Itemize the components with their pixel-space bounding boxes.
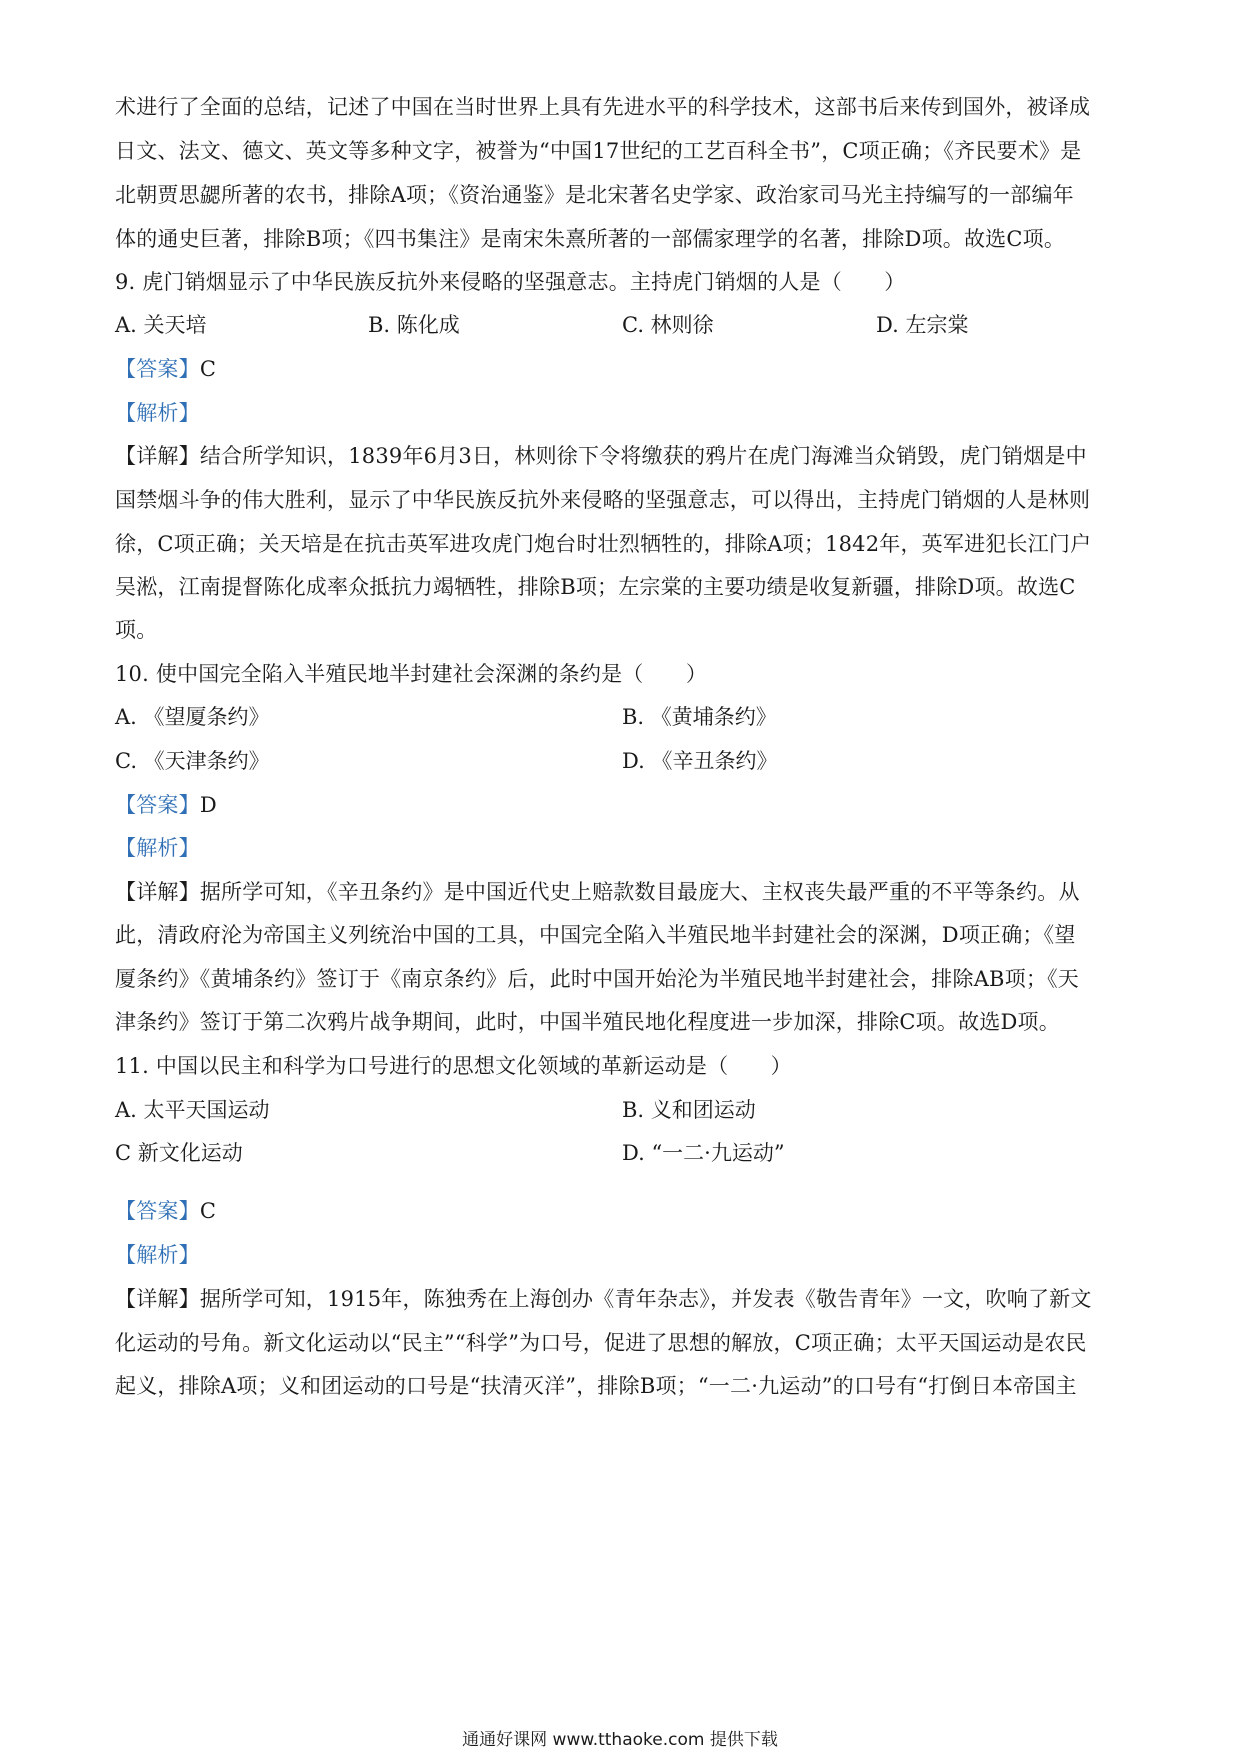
q10-option-b: B. 《黄埔条约》 bbox=[622, 705, 777, 729]
q9-detail-line: 吴淞，江南提督陈化成率众抵抗力竭牺牲，排除B项；左宗棠的主要功绩是收复新疆，排除D项。故选C bbox=[115, 575, 1076, 599]
q10-analysis bbox=[115, 833, 1135, 863]
detail-tag: 【详解】 bbox=[115, 880, 200, 904]
answer-value: D bbox=[199, 793, 217, 817]
analysis-tag: 【解析】 bbox=[115, 1243, 200, 1267]
analysis-tag: 【解析】 bbox=[115, 836, 200, 860]
q11-answer bbox=[115, 1196, 1135, 1226]
intro-line: 体的通史巨著，排除B项；《四书集注》是南宋朱熹所著的一部儒家理学的名著，排除D项。故选C项。 bbox=[115, 227, 1066, 251]
answer-tag: 【答案】 bbox=[115, 357, 200, 381]
q11-option-d: D. “一二·九运动” bbox=[622, 1141, 785, 1165]
q10-option-c: C. 《天津条约》 bbox=[115, 749, 270, 773]
intro-line: 北朝贾思勰所著的农书，排除A项；《资治通鉴》是北宋著名史学家、政治家司马光主持编写的一部编年 bbox=[115, 183, 1074, 207]
q10-detail-line: 津条约》签订于第二次鸦片战争期间，此时，中国半殖民地化程度进一步加深，排除C项。故选D项。 bbox=[115, 1010, 1060, 1034]
q9-option-c: C. 林则徐 bbox=[622, 313, 714, 337]
q11-option-a: A. 太平天国运动 bbox=[115, 1098, 270, 1122]
answer-value: C bbox=[199, 357, 217, 381]
question-11-stem: 11. 中国以民主和科学为口号进行的思想文化领域的革新运动是（ ） bbox=[115, 1054, 792, 1078]
q9-analysis bbox=[115, 398, 1135, 428]
q9-option-a: A. 关天培 bbox=[115, 313, 207, 337]
q11-option-b: B. 义和团运动 bbox=[622, 1098, 756, 1122]
q9-answer bbox=[115, 354, 1135, 384]
q9-option-b: B. 陈化成 bbox=[368, 313, 460, 337]
detail-tag: 【详解】 bbox=[115, 444, 200, 468]
page-footer: 通通好课网 www.tthaoke.com 提供下载 bbox=[462, 1730, 778, 1750]
q10-option-d: D. 《辛丑条约》 bbox=[622, 749, 778, 773]
q11-option-c: C 新文化运动 bbox=[115, 1141, 243, 1165]
analysis-tag: 【解析】 bbox=[115, 401, 200, 425]
q11-analysis bbox=[115, 1240, 1135, 1270]
q11-detail-line: 起义，排除A项；义和团运动的口号是“扶清灭洋”，排除B项；“一二·九运动”的口号有“打倒日本帝国主 bbox=[115, 1374, 1077, 1398]
q10-answer bbox=[115, 790, 1135, 820]
detail-text: 据所学可知，1915年，陈独秀在上海创办《青年杂志》，并发表《敬告青年》一文，吹响了新文 bbox=[199, 1287, 1092, 1311]
answer-tag: 【答案】 bbox=[115, 1199, 200, 1223]
question-10-stem: 10. 使中国完全陷入半殖民地半封建社会深渊的条约是（ ） bbox=[115, 662, 708, 686]
q9-detail-line bbox=[115, 441, 1135, 471]
q10-detail-line: 此，清政府沦为帝国主义列统治中国的工具，中国完全陷入半殖民地半封建社会的深渊，D项正确；《望 bbox=[115, 923, 1076, 947]
q11-detail-line bbox=[115, 1284, 1135, 1314]
answer-value: C bbox=[199, 1199, 217, 1223]
answer-tag: 【答案】 bbox=[115, 793, 200, 817]
detail-text: 结合所学知识，1839年6月3日，林则徐下令将缴获的鸦片在虎门海滩当众销毁，虎门销烟是中 bbox=[199, 444, 1087, 468]
q10-detail-line bbox=[115, 877, 1135, 907]
q9-detail-line: 国禁烟斗争的伟大胜利，显示了中华民族反抗外来侵略的坚强意志，可以得出，主持虎门销烟的人是林则 bbox=[115, 488, 1091, 512]
detail-text: 据所学可知，《辛丑条约》是中国近代史上赔款数目最庞大、主权丧失最严重的不平等条约。从 bbox=[199, 880, 1080, 904]
detail-tag: 【详解】 bbox=[115, 1287, 200, 1311]
q11-detail-line: 化运动的号角。新文化运动以“民主”“科学”为口号，促进了思想的解放，C项正确；太平天国运动是农民 bbox=[115, 1331, 1087, 1355]
intro-line: 日文、法文、德文、英文等多种文字，被誉为“中国17世纪的工艺百科全书”，C项正确；《齐民要术》是 bbox=[115, 139, 1082, 163]
q9-option-d: D. 左宗棠 bbox=[876, 313, 969, 337]
q9-detail-line: 徐，C项正确；关天培是在抗击英军进攻虎门炮台时壮烈牺牲的，排除A项；1842年，英军进犯长江门户 bbox=[115, 532, 1092, 556]
q10-detail-line: 厦条约》《黄埔条约》签订于《南京条约》后，此时中国开始沦为半殖民地半封建社会，排除AB项；《天 bbox=[115, 967, 1079, 991]
question-9-stem: 9. 虎门销烟显示了中华民族反抗外来侵略的坚强意志。主持虎门销烟的人是（ ） bbox=[115, 270, 906, 294]
intro-line: 术进行了全面的总结，记述了中国在当时世界上具有先进水平的科学技术，这部书后来传到国外，被译成 bbox=[115, 95, 1091, 119]
q9-detail-line: 项。 bbox=[115, 618, 158, 642]
q10-option-a: A. 《望厦条约》 bbox=[115, 705, 270, 729]
